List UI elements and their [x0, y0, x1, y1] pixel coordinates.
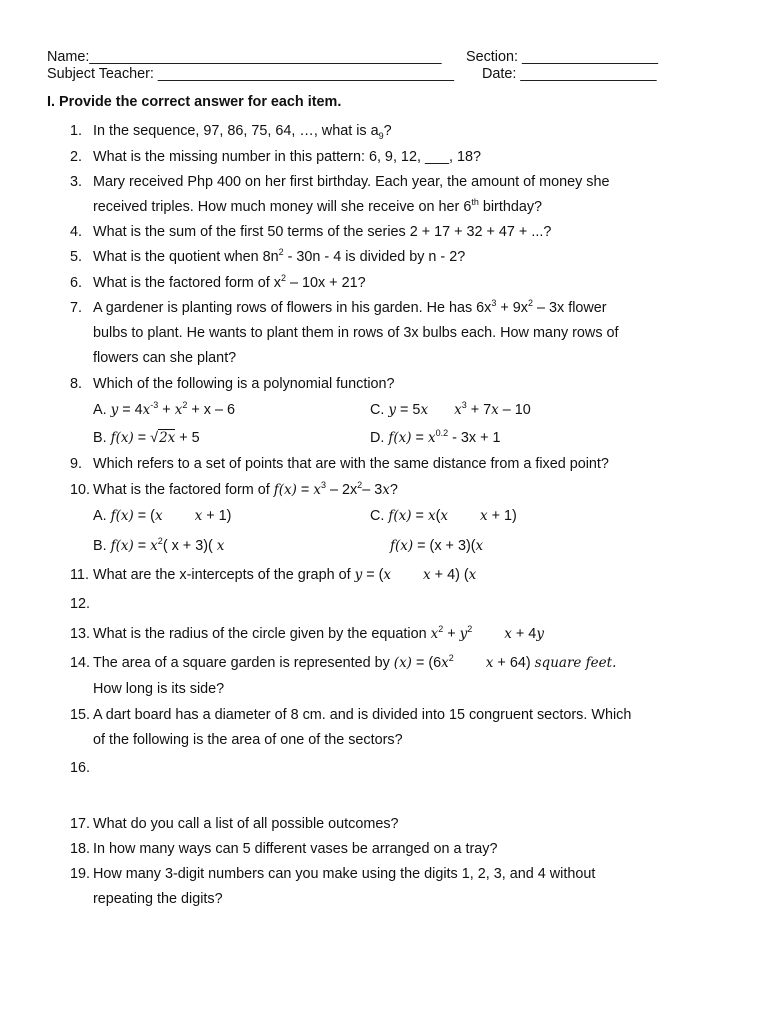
- question-text: How many 3-digit numbers can you make using the digits 1, 2, 3, and 4 without: [93, 866, 596, 882]
- question-text: Which refers to a set of points that are with the same distance from a fixed point?: [93, 456, 609, 472]
- question-15-line-2: of the following is the area of one of the sectors?: [93, 732, 403, 748]
- question-8-option-d: D. $f(x) = x^{0.2} - 3x + 1$: [370, 428, 501, 446]
- question-number: 17.: [70, 816, 91, 832]
- question-text: In how many ways can 5 different vases be arranged on a tray?: [93, 841, 498, 857]
- question-text: What is the sum of the first 50 terms of the series 2 + 17 + 32 + 47 + ...?: [93, 224, 552, 240]
- question-text: What is the factored form of $f(x) = x^3 - 2x^2-$ 3x?: [93, 480, 398, 498]
- section-line: [466, 49, 658, 66]
- question-text: What is the factored form of $x^2 - 10x + 21$?: [93, 273, 366, 291]
- question-10-option-b: B. $f(x) = x^2$( x + 3)( x: [93, 536, 225, 554]
- question-text: A dart board has a diameter of 8 cm. and is divided into 15 congruent sectors. Which: [93, 707, 632, 723]
- question-10-option-c: C. f(x) = x(x x + 1): [370, 508, 517, 524]
- question-number: 14.: [70, 655, 91, 671]
- question-number: 2.: [70, 149, 83, 165]
- question-text: What do you call a list of all possible outcomes?: [93, 816, 399, 832]
- date-line: [482, 66, 656, 83]
- question-number: 8.: [70, 376, 83, 392]
- teacher-label: Subject Teacher: _____________________________________: [47, 66, 455, 82]
- question-number: 4.: [70, 224, 83, 240]
- question-text: A gardener is planting rows of flowers in his garden. He has $6x^3 + 9x^2 - 3x$ flower: [93, 298, 607, 316]
- question-number: 16.: [70, 760, 91, 776]
- question-number: 11.: [70, 567, 89, 583]
- question-text: What is the missing number in this pattern: 6, 9, 12, ___, 18?: [93, 149, 481, 165]
- section-title: I. Provide the correct answer for each item.: [47, 94, 342, 110]
- question-7-line-3: flowers can she plant?: [93, 350, 237, 366]
- question-10-option-d: f(x) = (x + 3)(x: [390, 538, 484, 554]
- section-label: Section: _________________: [466, 49, 659, 65]
- question-number: 18.: [70, 841, 91, 857]
- question-number: 15.: [70, 707, 91, 723]
- question-text: The area of a square garden is represented by $(x) = (6x^2$ x + 64) square feet.: [93, 653, 617, 671]
- question-3-line-2: received triples. How much money will she receive on her 6th birthday?: [93, 197, 543, 215]
- question-text: What is the radius of the circle given by the equation $x^2 + y^2$ x + 4y: [93, 624, 544, 642]
- question-number: 19.: [70, 866, 91, 882]
- question-number: 5.: [70, 249, 83, 265]
- question-7-line-2: bulbs to plant. He wants to plant them in rows of 3x bulbs each. How many rows of: [93, 325, 619, 341]
- question-text: In the sequence, 97, 86, 75, 64, …, what is $a_9$?: [93, 123, 392, 141]
- question-8-option-a: A. $y = 4x^{-3} + x^2 + x - 6$: [93, 400, 235, 418]
- teacher-line: [47, 66, 454, 83]
- name-label: Name:____________________________________________: [47, 49, 442, 65]
- question-10-option-a: A. f(x) = (x x + 1): [93, 508, 232, 524]
- question-number: 13.: [70, 626, 91, 642]
- question-8-option-b: B. f(x) = √2x + 5: [93, 430, 200, 446]
- question-number: 10.: [70, 482, 91, 498]
- date-label: Date: _________________: [482, 66, 657, 82]
- name-line: [47, 49, 442, 66]
- question-number: 9.: [70, 456, 83, 472]
- question-number: 6.: [70, 275, 83, 291]
- question-19-line-2: repeating the digits?: [93, 891, 223, 907]
- question-14-line-2: How long is its side?: [93, 681, 225, 697]
- sqrt-icon: √: [150, 430, 159, 446]
- question-number: 12.: [70, 596, 91, 612]
- question-number: 1.: [70, 123, 83, 139]
- question-text: Mary received Php 400 on her first birthday. Each year, the amount of money she: [93, 174, 610, 190]
- question-text: Which of the following is a polynomial function?: [93, 376, 395, 392]
- question-8-option-c: C. y = 5x $x^3 + 7x - 10$: [370, 400, 531, 418]
- question-text: What is the quotient when $8n^2 - 30n - 4$ is divided by n - 2?: [93, 247, 466, 265]
- question-text: What are the x-intercepts of the graph of y = (x x + 4) (x: [93, 567, 477, 583]
- question-number: 3.: [70, 174, 83, 190]
- question-number: 7.: [70, 300, 83, 316]
